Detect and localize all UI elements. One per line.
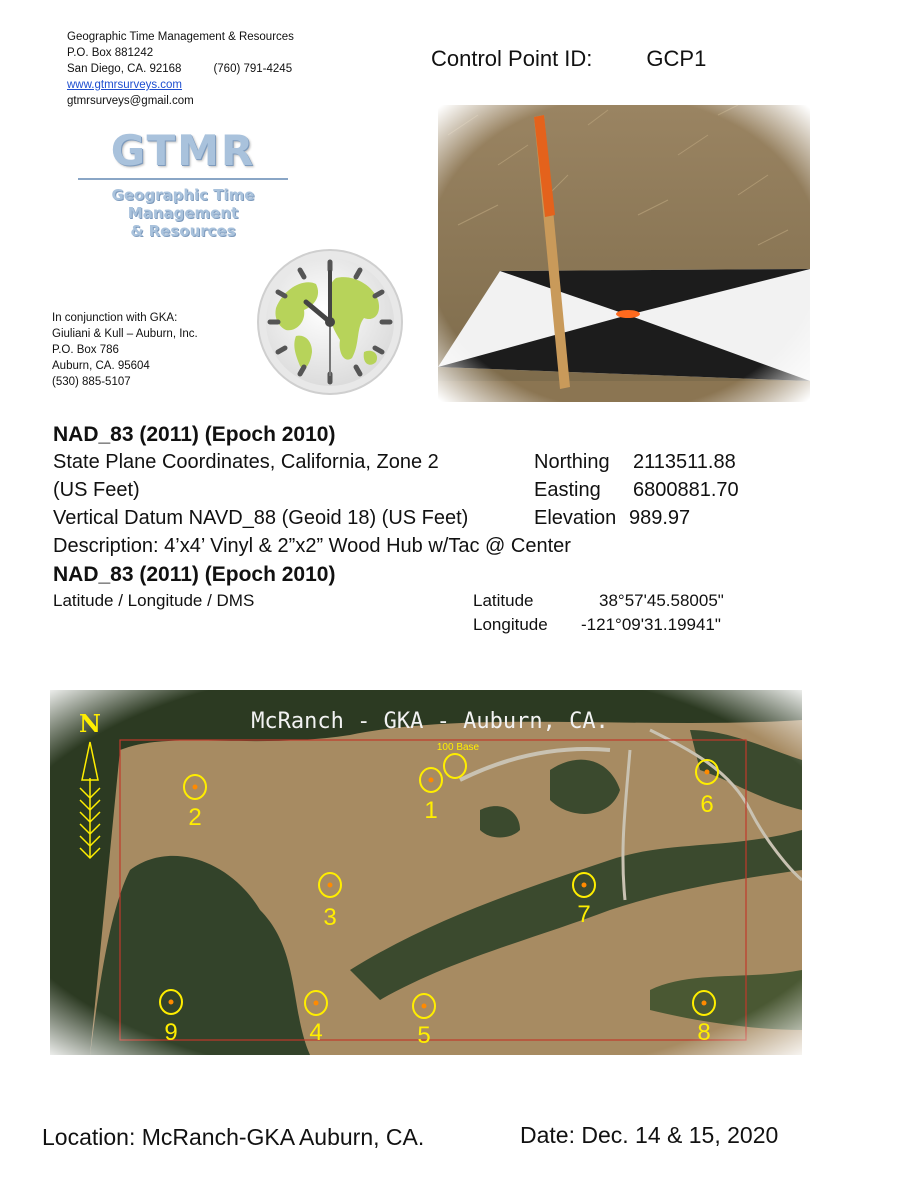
- latitude-value: 38°57'45.58005": [599, 591, 724, 610]
- longitude-label: Longitude: [473, 615, 548, 634]
- lat-lon-dms-label: Latitude / Longitude / DMS: [53, 591, 255, 610]
- control-point-dot-8: [702, 1001, 707, 1006]
- control-point-label-3: 3: [323, 904, 337, 931]
- control-point-dot-3: [328, 883, 333, 888]
- map-title: McRanch - GKA - Auburn, CA.: [251, 709, 609, 734]
- control-point-dot-9: [169, 1000, 174, 1005]
- company-city: San Diego, CA. 92168: [67, 63, 182, 75]
- description-text: Description: 4’x4’ Vinyl & 2”x2” Wood Hub w/Tac @ Center: [53, 535, 571, 557]
- north-label: N: [79, 709, 101, 738]
- control-point-dot-7: [582, 883, 587, 888]
- company-po-box: P.O. Box 881242: [67, 47, 154, 59]
- company-name: Geographic Time Management & Resources: [67, 31, 294, 43]
- location-text: Location: McRanch-GKA Auburn, CA.: [42, 1124, 425, 1150]
- control-point-label-6: 6: [700, 791, 714, 818]
- control-point-label-8: 8: [697, 1019, 711, 1046]
- company-phone: (760) 791-4245: [213, 63, 293, 75]
- base-label: 100 Base: [436, 742, 480, 753]
- gka-line3: P.O. Box 786: [52, 344, 119, 356]
- northing-value: 2113511.88: [633, 451, 736, 473]
- gka-line2: Giuliani & Kull – Auburn, Inc.: [52, 328, 198, 340]
- us-feet-label: (US Feet): [53, 479, 140, 501]
- datum-heading-1: NAD_83 (2011) (Epoch 2010): [53, 423, 336, 446]
- logo-line1: Geographic Time: [111, 186, 255, 204]
- control-point-label-1: 1: [424, 797, 438, 824]
- control-point-photo: [438, 105, 810, 402]
- company-address: [67, 29, 294, 109]
- northing-label: Northing: [534, 451, 610, 473]
- company-email: gtmrsurveys@gmail.com: [67, 95, 194, 107]
- latitude-label: Latitude: [473, 591, 534, 610]
- control-point-label-7: 7: [577, 901, 591, 928]
- longitude-value: -121°09'31.19941": [581, 615, 721, 634]
- logo-acronym: GTMR: [110, 126, 256, 175]
- control-point-dot-1: [429, 778, 434, 783]
- control-point-label-4: 4: [309, 1019, 323, 1046]
- easting-label: Easting: [534, 479, 601, 501]
- easting-value: 6800881.70: [633, 479, 739, 501]
- gka-address: [52, 310, 198, 390]
- logo-line3: & Resources: [130, 222, 236, 240]
- control-point-label-2: 2: [188, 804, 202, 831]
- logo-line2: Management: [127, 204, 239, 222]
- control-point-label-5: 5: [417, 1022, 431, 1049]
- control-point-dot-6: [705, 770, 710, 775]
- gka-line4: Auburn, CA. 95604: [52, 360, 150, 372]
- gtmr-logo: [78, 128, 288, 240]
- control-point-dot-5: [422, 1004, 427, 1009]
- state-plane-label: State Plane Coordinates, California, Zone 2: [53, 451, 439, 473]
- logo-divider: [78, 178, 288, 180]
- date-text: Date: Dec. 14 & 15, 2020: [520, 1122, 779, 1148]
- website-link[interactable]: www.gtmrsurveys.com: [67, 79, 183, 91]
- control-point-dot-4: [314, 1001, 319, 1006]
- aerial-map: [50, 690, 802, 1055]
- control-point-label-9: 9: [164, 1019, 178, 1046]
- control-point-dot-2: [193, 785, 198, 790]
- elevation-label: Elevation: [534, 507, 617, 529]
- control-point-value: GCP1: [646, 46, 707, 71]
- control-point-id: [431, 46, 706, 72]
- vertical-datum-label: Vertical Datum NAVD_88 (Geoid 18) (US Feet): [53, 507, 469, 529]
- datum-heading-2: NAD_83 (2011) (Epoch 2010): [53, 563, 336, 586]
- gka-line5: (530) 885-5107: [52, 376, 131, 388]
- gka-line1: In conjunction with GKA:: [52, 312, 178, 324]
- elevation-value: 989.97: [629, 507, 691, 529]
- globe-clock-icon: [256, 248, 404, 396]
- control-point-label: Control Point ID:: [431, 46, 593, 71]
